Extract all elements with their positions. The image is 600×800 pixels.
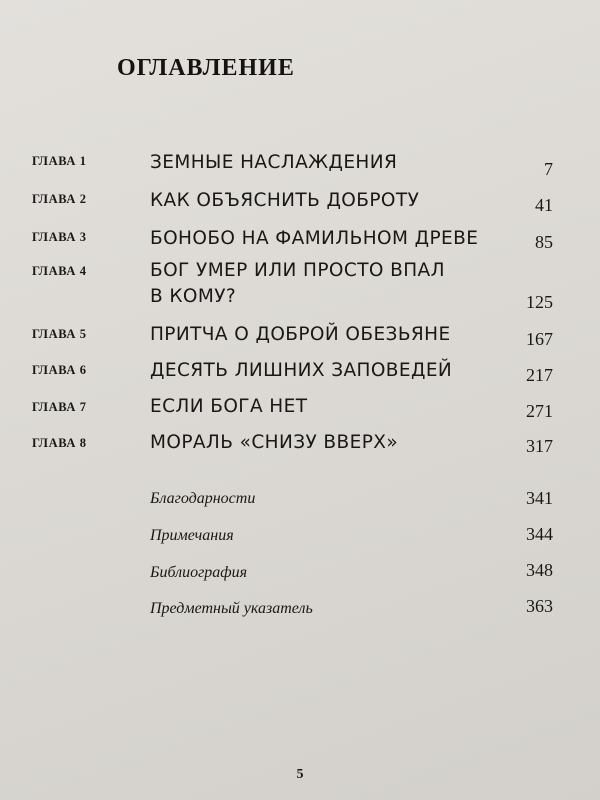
chapter-title-line: ДЕСЯТЬ ЛИШНИХ ЗАПОВЕДЕЙ <box>150 360 453 381</box>
chapter-title-line: ЗЕМНЫЕ НАСЛАЖДЕНИЯ <box>150 152 398 173</box>
chapter-label: ГЛАВА 1 <box>32 154 87 168</box>
chapter-label: ГЛАВА 3 <box>32 230 87 244</box>
chapter-title <box>150 226 500 252</box>
chapter-title-line: ПРИТЧА О ДОБРОЙ ОБЕЗЬЯНЕ <box>150 324 451 345</box>
back-matter-title: Предметный указатель <box>150 600 313 617</box>
chapter-label: ГЛАВА 8 <box>32 436 87 450</box>
back-matter-title: Библиография <box>150 564 248 581</box>
chapter-label: ГЛАВА 7 <box>32 400 87 414</box>
chapter-title <box>150 430 500 456</box>
chapter-title <box>150 188 500 214</box>
chapter-label: ГЛАВА 2 <box>32 192 87 206</box>
chapter-title <box>150 394 500 420</box>
chapter-label: ГЛАВА 6 <box>32 363 87 377</box>
chapter-page-number: 167 <box>526 329 553 349</box>
chapter-page-number: 125 <box>526 292 553 312</box>
chapter-title-line: БОНОБО НА ФАМИЛЬНОМ ДРЕВЕ <box>150 228 479 249</box>
chapter-title-line: КАК ОБЪЯСНИТЬ ДОБРОТУ <box>150 190 420 211</box>
chapter-page-number: 271 <box>526 401 553 421</box>
chapter-title-line: ЕСЛИ БОГА НЕТ <box>150 396 308 417</box>
chapter-page-number: 217 <box>526 365 553 385</box>
page-number-footer: 5 <box>296 767 304 782</box>
back-matter-page-number: 363 <box>526 596 553 616</box>
back-matter-page-number: 341 <box>526 488 553 508</box>
back-matter-title: Примечания <box>150 527 234 544</box>
chapter-title <box>150 258 500 310</box>
chapter-page-number: 41 <box>535 195 553 215</box>
chapter-page-number: 317 <box>526 436 553 456</box>
chapter-page-number: 85 <box>535 232 553 252</box>
chapter-page-number: 7 <box>544 159 553 179</box>
chapter-title-line: БОГ УМЕР ИЛИ ПРОСТО ВПАЛ <box>150 260 445 281</box>
chapter-label: ГЛАВА 4 <box>32 264 87 278</box>
chapter-title-line: МОРАЛЬ «СНИЗУ ВВЕРХ» <box>150 432 399 453</box>
back-matter-page-number: 348 <box>526 560 553 580</box>
chapter-title <box>150 322 500 348</box>
chapter-title <box>150 150 500 176</box>
back-matter-page-number: 344 <box>526 524 553 544</box>
back-matter-title: Благодарности <box>150 490 256 507</box>
chapter-title-line: В КОМУ? <box>150 286 237 307</box>
chapter-label: ГЛАВА 5 <box>32 327 87 341</box>
chapter-title <box>150 358 500 384</box>
page-title: ОГЛАВЛЕНИЕ <box>117 55 295 81</box>
